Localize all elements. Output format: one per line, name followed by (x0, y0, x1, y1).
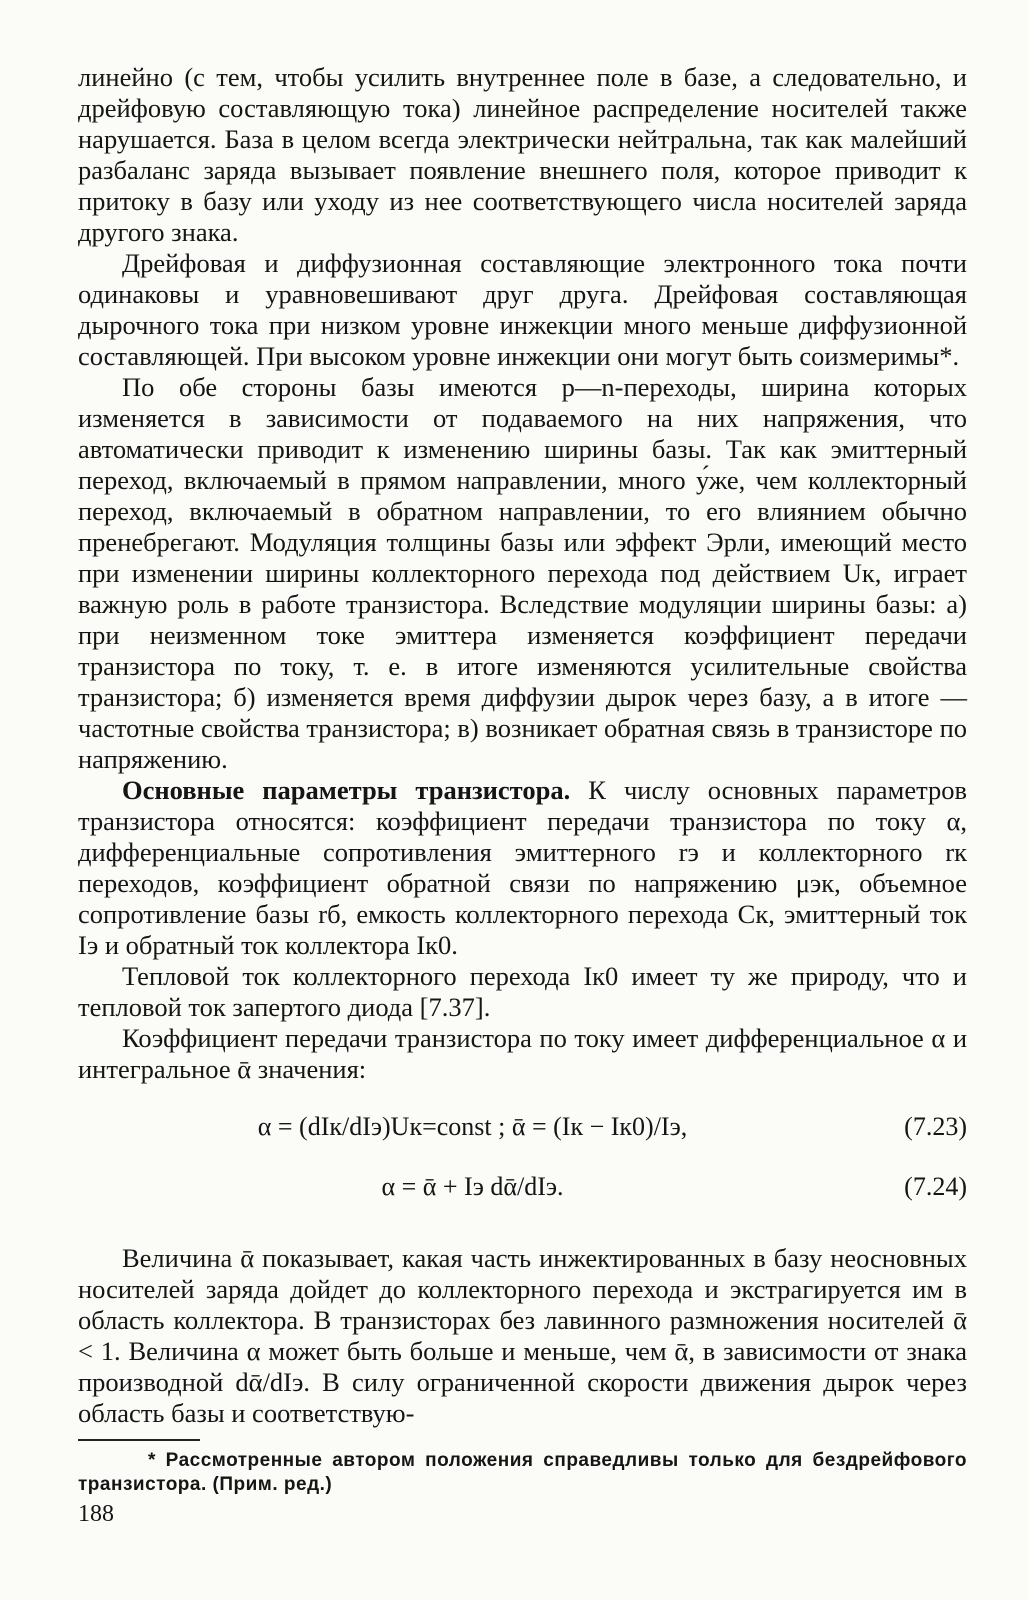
section-lead: Основные параметры транзистора. (122, 775, 571, 805)
paragraph-thermal-current: Тепловой ток коллекторного перехода Iк0 имеет ту же природу, что и тепловой ток запертого диода [7.37]. (78, 961, 967, 1022)
equation-number: (7.23) (904, 1112, 967, 1141)
page-number: 188 (78, 1501, 114, 1527)
footnote-rule (78, 1439, 200, 1441)
equation-number: (7.24) (904, 1172, 967, 1201)
equation-7-23 (78, 1107, 967, 1147)
equation-formula: α = ᾱ + Iэ dᾱ/dIэ. (381, 1172, 564, 1201)
footnote: * Рассмотренные автором положения справедливы только для бездрейфового транзистора. (Прим. ред.) (78, 1450, 967, 1495)
paragraph-alpha-bar: Величина ᾱ показывает, какая часть инжектированных в базу неосновных носителей заряда дойдет до коллекторного перехода и экстрагируется им в область коллектора. В транзисторах без лавинного размножения носителей ᾱ < 1. Величина α может быть больше и меньше, чем ᾱ, в зависимости от знака производной dᾱ/dIэ. В силу ограниченной скорости движения дырок через область базы и соответствую- (78, 1243, 967, 1428)
equation-formula: α = (dIк/dIэ)Uк=const ; ᾱ = (Iк − Iк0)/Iэ, (257, 1112, 688, 1141)
paragraph-main-parameters-text: К числу основных параметров транзистора относятся: коэффициент передачи транзистора по току α, дифференциальные сопротивления эмиттерного rэ и коллекторного rк переходов, коэффициент обратной связи по напряжению μэк, объемное сопротивление базы rб, емкость коллекторного перехода Cк, эмиттерный ток Iэ и обратный ток коллектора Iк0. (78, 775, 967, 960)
paragraph-main-parameters (78, 775, 967, 961)
paragraph-continuation: линейно (с тем, чтобы усилить внутреннее поле в базе, а следовательно, и дрейфовую составляющую тока) линейное распределение носителей также нарушается. База в целом всегда электрически нейтральна, так как малейший разбаланс заряда вызывает появление внешнего поля, которое приводит к притоку в базу или уходу из нее соответствующего числа носителей заряда другого знака. (78, 62, 967, 247)
paragraph-drift-diffusion: Дрейфовая и диффузионная составляющие электронного тока почти одинаковы и уравновешивают друг друга. Дрейфовая составляющая дырочного тока при низком уровне инжекции много меньше диффузионной составляющей. При высоком уровне инжекции они могут быть соизмеримы*. (78, 248, 967, 371)
paragraph-transfer-coefficient: Коэффициент передачи транзистора по току имеет дифференциальное α и интегральное ᾱ значения: (78, 1023, 967, 1084)
equation-7-24 (78, 1167, 967, 1207)
paragraph-early-effect: По обе стороны базы имеются p—n-переходы, ширина которых изменяется в зависимости от подаваемого на них напряжения, что автоматически приводит к изменению ширины базы. Так как эмиттерный переход, включаемый в прямом направлении, много у́же, чем коллекторный переход, включаемый в обратном направлении, то его влиянием обычно пренебрегают. Модуляция толщины базы или эффект Эрли, имеющий место при изменении ширины коллекторного перехода под действием Uк, играет важную роль в работе транзистора. Вследствие модуляции ширины базы: а) при неизменном токе эмиттера изменяется коэффициент передачи транзистора по току, т. е. в итоге изменяются усилительные свойства транзистора; б) изменяется время диффузии дырок через базу, а в итоге — частотные свойства транзистора; в) возникает обратная связь в транзисторе по напряжению. (78, 372, 967, 774)
